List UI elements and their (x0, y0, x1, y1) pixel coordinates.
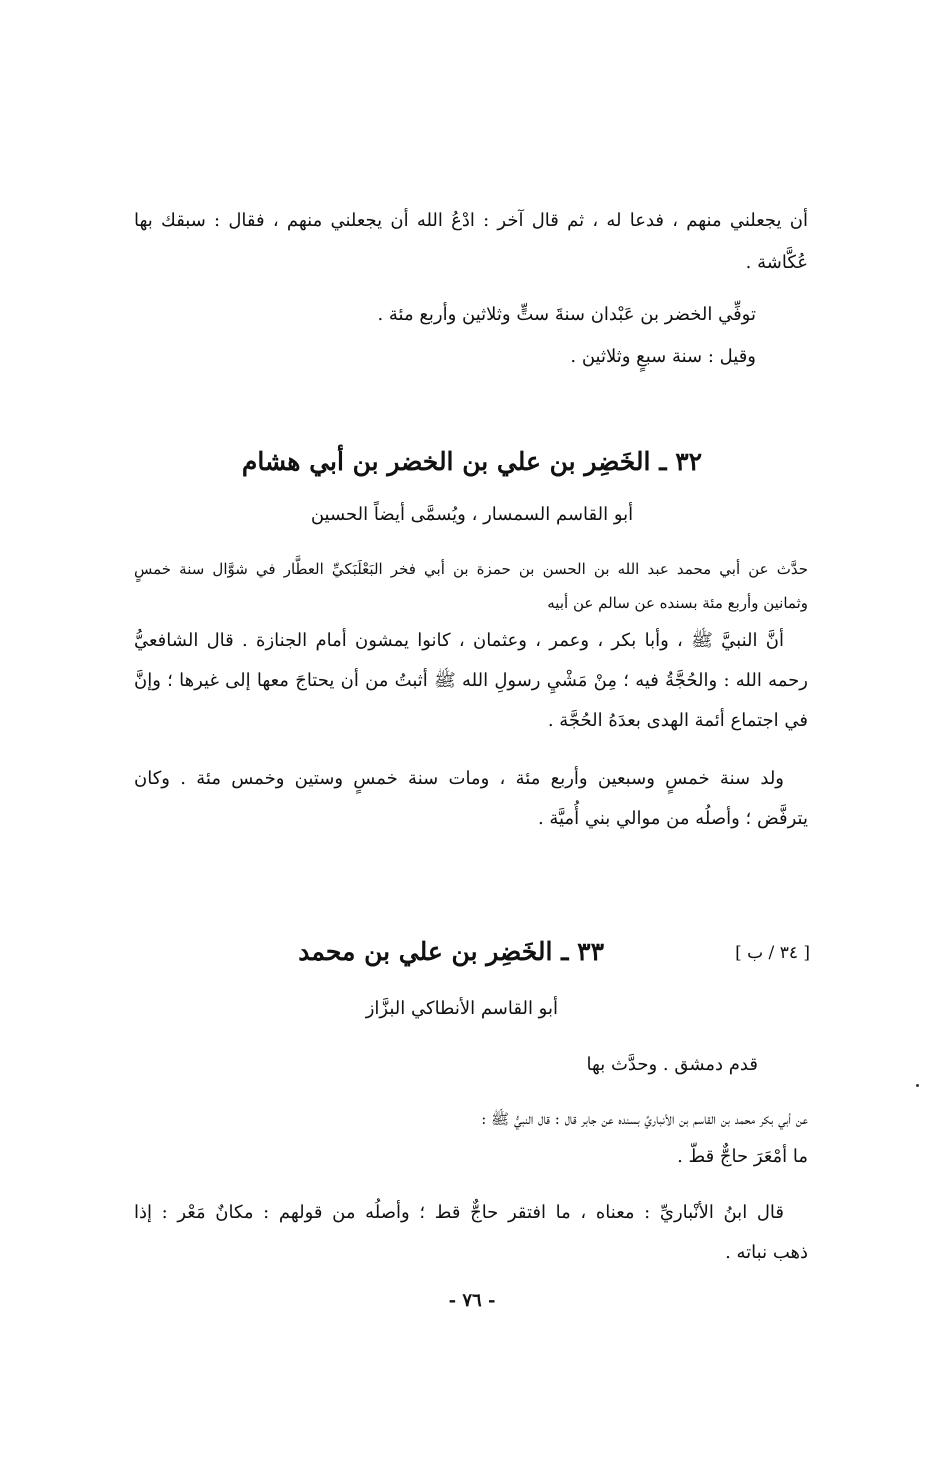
entry-33-title: ٣٣ ـ الخَضِر بن علي بن محمد (298, 937, 604, 966)
entry-32-hadith-line-1: أنَّ النبيَّ ﷺ ، وأبا بكر ، وعمر ، وعثمان ، كانوا يمشون أمام الجنازة . قال الشافعيُّ (134, 630, 784, 651)
death-note-line-1: توفِّي الخضر بن عَبْدان سنةَ ستٍّ وثلاثين وأربع مئة . (377, 304, 756, 325)
entry-33-note: قدم دمشق . وحدَّث بها (586, 1054, 758, 1075)
entry-33-explain-line-2: ذهب نباته . (725, 1242, 808, 1263)
page-number: - ٧٦ - (448, 1290, 496, 1311)
entry-32-isnad-line-1: حدَّث عن أبي محمد عبد الله بن الحسن بن حمزة بن أبي فخر البَعْلَبَكيِّ العطَّار في شوَّال سنة خمسٍ (134, 560, 808, 578)
entry-33-isnad: عن أبي بكر محمد بن القاسم بن الأنباريِّ بسنده عن جابر قال : قال النبيُّ ﷺ : (481, 1110, 808, 1128)
entry-32-bio-line-1: ولد سنة خمسٍ وسبعين وأربع مئة ، ومات سنة خمسٍ وستين وخمس مئة . وكان (134, 768, 784, 789)
death-note-line-2: وقيل : سنة سبعٍ وثلاثين . (570, 346, 756, 367)
scan-speck (916, 1084, 919, 1087)
entry-32-bio-line-2: يترفَّض ؛ وأصلُه من موالي بني أُميَّة . (537, 808, 808, 829)
entry-33-kunya: أبو القاسم الأنطاكي البزَّاز (365, 998, 558, 1019)
entry-32-hadith-line-2: رحمه الله : والحُجَّةُ فيه ؛ مِنْ مَشْيِ رسولِ الله ﷺ أثبتُ من أن يحتاجَ معها إلى غيرها ؛ وإنَّ (134, 670, 808, 691)
folio-marker: [ ٣٤ / ب ] (735, 943, 810, 963)
top-paragraph-line-1: أن يجعلني منهم ، فدعا له ، ثم قال آخر : ادْعُ الله أن يجعلني منهم ، فقال : سبقك بها (134, 210, 808, 231)
entry-32-title: ٣٢ ـ الخَضِر بن علي بن الخضر بن أبي هشام (241, 447, 703, 476)
entry-33-hadith: ما أمْعَرَ حاجٌّ قطّ . (677, 1146, 808, 1167)
top-paragraph-line-2: عُكَّاشة . (745, 252, 808, 273)
entry-33-explain-line-1: قال ابنُ الأنْباريِّ : معناه ، ما افتقر حاجٌّ قط ؛ وأصلُه من قولهم : مكانٌ مَعْر : إذا (134, 1202, 784, 1223)
entry-32-isnad-line-2: وثمانين وأربع مئة بسنده عن سالم عن أبيه (547, 594, 808, 612)
entry-32-hadith-line-3: في اجتماع أئمة الهدى بعدَهُ الحُجَّة . (547, 710, 808, 731)
entry-32-kunya: أبو القاسم السمسار ، ويُسمَّى أيضاً الحسين (310, 504, 634, 525)
